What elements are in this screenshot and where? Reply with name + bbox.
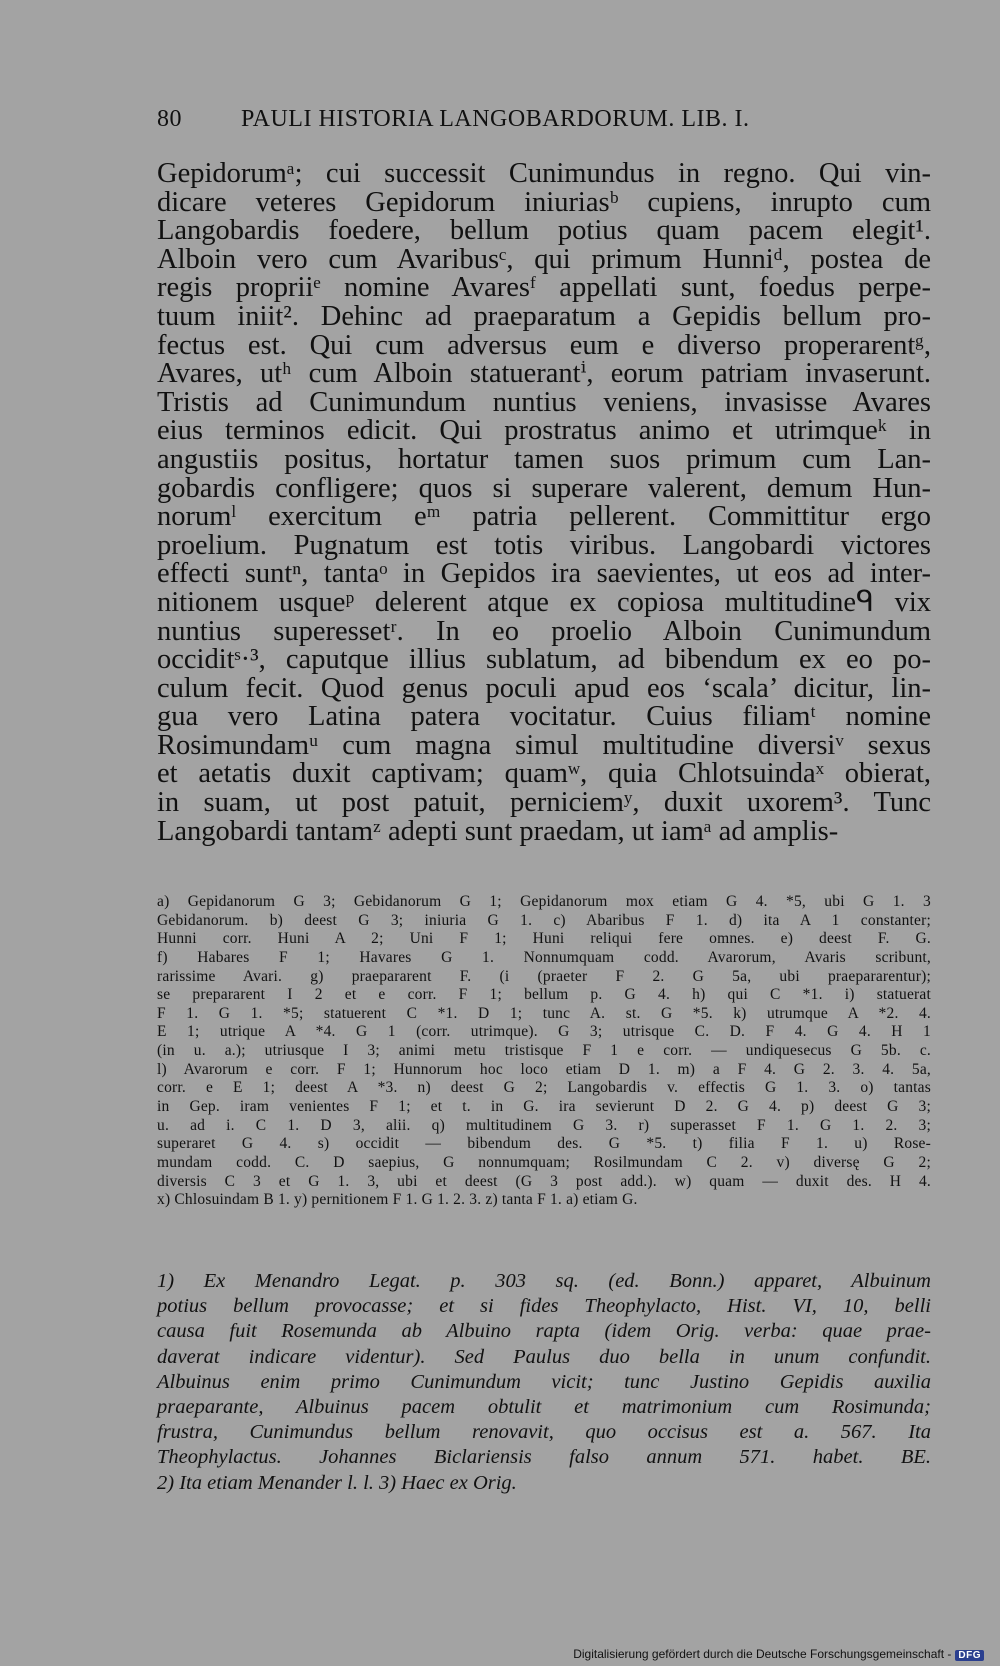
text-line: dicare veteres Gepidorum iniuriasᵇ cupiens, inrupto cum xyxy=(157,186,931,218)
commentary-line: daverat indicare videntur). Sed Paulus duo bella in unum confundit. xyxy=(157,1345,931,1368)
text-line: gobardis confligere; quos si superare valerent, demum Hun- xyxy=(157,472,931,504)
text-line: Langobardi tantamᶻ adepti sunt praedam, ut iamᵃ ad amplis- xyxy=(157,815,839,847)
text-line: Langobardis foedere, bellum potius quam pacem elegit¹. xyxy=(157,215,931,247)
main-text xyxy=(157,160,931,846)
text-line: Alboin vero cum Avaribusᶜ, qui primum Hunniᵈ, postea de xyxy=(157,243,931,275)
apparatus-line: a) Gepidanorum G 3; Gebidanorum G 1; Gepidanorum mox etiam G 4. *5, ubi G 1. 3 xyxy=(157,893,931,910)
text-line: tuum iniit². Dehinc ad praeparatum a Gepidis bellum pro- xyxy=(157,300,931,332)
text-line: norumˡ exercitum eᵐ patria pellerent. Committitur ergo xyxy=(157,501,931,533)
apparatus-line: corr. e E 1; deest A *3. n) deest G 2; Langobardis v. effectis G 1. 3. o) tantas xyxy=(157,1079,931,1097)
commentary-notes xyxy=(157,1269,931,1496)
critical-apparatus xyxy=(157,893,931,1210)
running-title: PAULI HISTORIA LANGOBARDORUM. LIB. I. xyxy=(241,106,750,132)
text-line: culum fecit. Quod genus poculi apud eos ‘scala’ dicitur, lin- xyxy=(157,672,931,704)
commentary-line: causa fuit Rosemunda ab Albuino rapta (idem Orig. verba: quae prae- xyxy=(157,1320,931,1343)
apparatus-line: f) Habares F 1; Havares G 1. Nonnumquam codd. Avarorum, Avaris scribunt, xyxy=(157,948,931,966)
text-line: occiditˢ·³, caputque illius sublatum, ad bibendum ex eo po- xyxy=(157,644,931,676)
apparatus-line: E 1; utrique A *4. G 1 (corr. utrimque). G 3; utrisque C. D. F 4. G 4. H 1 xyxy=(157,1023,931,1041)
commentary-line: praeparante, Albuinus pacem obtulit et matrimonium cum Rosimunda; xyxy=(157,1395,931,1418)
apparatus-line: F 1. G 1. *5; statuerent C *1. D 1; tunc A. st. G *5. k) utrumque A *2. 4. xyxy=(157,1004,931,1022)
apparatus-line: in Gep. iram venientes F 1; et t. in G. ira sevierunt D 2. G 4. p) deest G 3; xyxy=(157,1098,931,1116)
apparatus-line: superaret G 4. s) occidit — bibendum des. G *5. t) filia F 1. u) Rose- xyxy=(157,1135,931,1153)
commentary-line: 1) Ex Menandro Legat. p. 303 sq. (ed. Bonn.) apparet, Albuinum xyxy=(157,1270,931,1292)
commentary-line: Albuinus enim primo Cunimundum vicit; tunc Justino Gepidis auxilia xyxy=(157,1370,931,1393)
text-line: Rosimundamᵘ cum magna simul multitudine diversiᵛ sexus xyxy=(157,729,931,761)
text-line: Tristis ad Cunimundum nuntius veniens, invasisse Avares xyxy=(157,386,931,418)
apparatus-line: Gebidanorum. b) deest G 3; iniuria G 1. c) Abaribus F 1. d) ita A 1 constanter; xyxy=(157,911,931,929)
apparatus-line: diversis C 3 et G 1. 3, ubi et deest (G 3 post add.). w) quam — duxit des. H 4. xyxy=(157,1172,931,1190)
text-line: Avares, utʰ cum Alboin statuerantⁱ, eorum patriam invaserunt. xyxy=(157,358,931,390)
commentary-line: 2) Ita etiam Menander l. l. 3) Haec ex Orig. xyxy=(157,1471,517,1494)
commentary-line: frustra, Cunimundus bellum renovavit, quo occisus est a. 567. Ita xyxy=(157,1421,931,1444)
text-line: eius terminos edicit. Qui prostratus animo et utrimqueᵏ in xyxy=(157,415,931,447)
apparatus-line: l) Avarorum e corr. F 1; Hunnorum hoc loco etiam D 1. m) a F 4. G 2. 3. 4. 5a, xyxy=(157,1060,931,1078)
apparatus-line: Hunni corr. Huni A 2; Uni F 1; Huni reliqui fere omnes. e) deest F. G. xyxy=(157,930,931,948)
text-line: in suam, ut post patuit, perniciemʸ, duxit uxorem³. Tunc xyxy=(157,787,931,819)
commentary-line: Theophylactus. Johannes Biclariensis falso annum 571. habet. BE. xyxy=(157,1446,931,1469)
text-line: nitionem usqueᵖ delerent atque ex copiosa multitudineᑫ vix xyxy=(157,586,931,618)
apparatus-line: rarissime Avari. g) praepararent F. (i (praeter F 2. G 5a, ubi praepararentur); xyxy=(157,967,931,985)
text-line: Gepidorumᵃ; cui successit Cunimundus in regno. Qui vin- xyxy=(157,158,931,189)
text-line: effecti suntⁿ, tantaᵒ in Gepidos ira saevientes, ut eos ad inter- xyxy=(157,558,931,590)
apparatus-line: se prepararent I 2 et e corr. F 1; bellum p. G 4. h) qui C *1. i) statuerat xyxy=(157,986,931,1004)
digitization-footer xyxy=(573,1647,984,1661)
footer-credit: Digitalisierung gefördert durch die Deutsche Forschungsgemeinschaft - xyxy=(573,1647,952,1661)
dfg-logo: DFG xyxy=(955,1650,984,1661)
page-number: 80 xyxy=(157,106,182,132)
text-line: et aetatis duxit captivam; quamʷ, quia Chlotsuindaˣ obierat, xyxy=(157,758,931,790)
apparatus-line: (in u. a.); utriusque I 3; animi metu tristisque F 1 e corr. — undiquesecus G 5b. c. xyxy=(157,1042,931,1060)
running-header xyxy=(157,106,857,133)
text-line: regis propriiᵉ nomine Avaresᶠ appellati sunt, foedus perpe- xyxy=(157,272,931,304)
text-line: proelium. Pugnatum est totis viribus. Langobardi victores xyxy=(157,529,931,561)
apparatus-line: mundam codd. C. D saepius, G nonnumquam; Rosilmundam C 2. v) diversę G 2; xyxy=(157,1153,931,1171)
commentary-line: potius bellum provocasse; et si fides Theophylacto, Hist. VI, 10, belli xyxy=(157,1295,931,1318)
text-line: fectus est. Qui cum adversus eum e diverso properarentᵍ, xyxy=(157,329,931,361)
apparatus-line: u. ad i. C 1. D 3, alii. q) multitudinem G 3. r) superasset F 1. G 1. 2. 3; xyxy=(157,1116,931,1134)
apparatus-line: x) Chlosuindam B 1. y) pernitionem F 1. G 1. 2. 3. z) tanta F 1. a) etiam G. xyxy=(157,1191,638,1209)
text-line: angustiis positus, hortatur tamen suos primum cum Lan- xyxy=(157,443,931,475)
text-line: nuntius superessetʳ. In eo proelio Alboin Cunimundum xyxy=(157,615,931,647)
text-line: gua vero Latina patera vocitatur. Cuius filiamᵗ nomine xyxy=(157,701,931,733)
